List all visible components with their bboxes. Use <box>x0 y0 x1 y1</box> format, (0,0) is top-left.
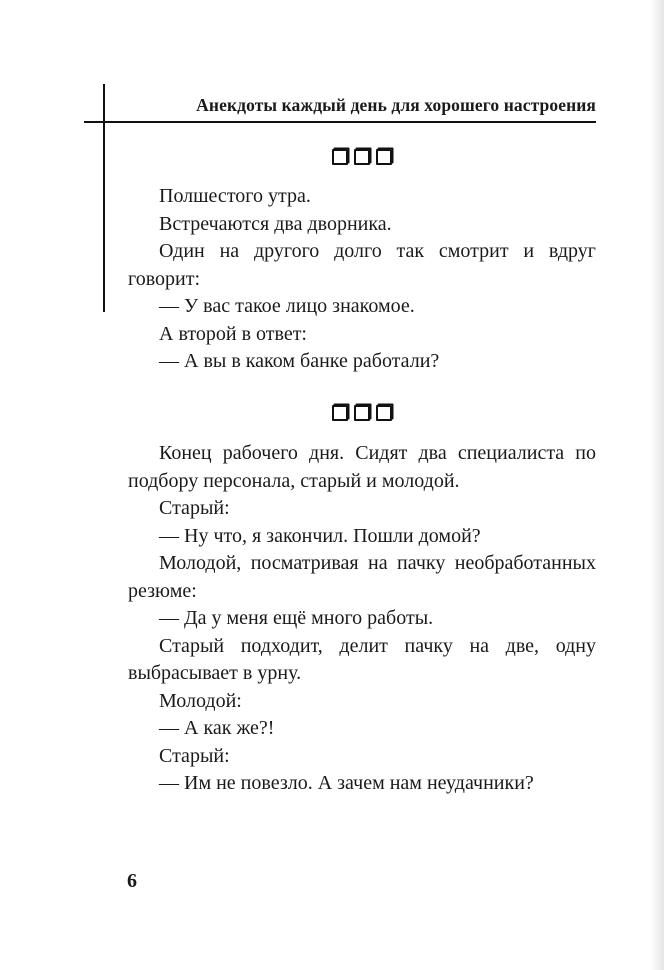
square-ornament-icon <box>376 405 392 421</box>
joke-2-line: — Им не повезло. А зачем нам неудачники? <box>159 772 534 794</box>
header-vertical-rule <box>103 84 105 312</box>
separator-ornament-2 <box>128 404 596 424</box>
joke-1 <box>128 183 596 376</box>
joke-2-line: Конец рабочего дня. Сидят два специалиста по подбору персонала, старый и молодой. <box>128 442 596 492</box>
joke-1-line: Встречаются два дворника. <box>159 212 392 235</box>
joke-1-line: А второй в ответ: <box>159 322 307 345</box>
square-ornament-icon <box>376 149 392 165</box>
joke-2-line: — А как же?! <box>159 717 275 739</box>
page-number: 6 <box>127 870 137 892</box>
joke-2-line: Старый: <box>159 744 230 767</box>
header-horizontal-rule <box>84 121 596 123</box>
square-ornament-icon <box>332 405 348 421</box>
joke-2-line: Старый: <box>159 497 230 519</box>
joke-2 <box>128 440 596 798</box>
joke-2-line: Молодой, посматривая на пачку необработанных резюме: <box>128 552 596 602</box>
running-head: Анекдоты каждый день для хорошего настроения <box>196 95 596 115</box>
joke-2-line: Старый подходит, делит пачку на две, одну выбрасывает в урну. <box>128 634 596 684</box>
separator-ornament-1 <box>128 148 596 168</box>
square-ornament-icon <box>354 149 370 165</box>
square-ornament-icon <box>354 405 370 421</box>
joke-1-line: Один на другого долго так смотрит и вдруг говорит: <box>128 240 596 290</box>
page-edge-shadow <box>650 0 664 970</box>
square-ornament-icon <box>332 149 348 165</box>
joke-2-line: — Да у меня ещё много работы. <box>159 607 434 629</box>
joke-1-line: — А вы в каком банке работали? <box>159 350 440 372</box>
joke-1-line: — У вас такое лицо знакомое. <box>159 295 415 317</box>
joke-2-line: Молодой: <box>159 689 242 712</box>
joke-2-line: — Ну что, я закончил. Пошли домой? <box>159 524 481 547</box>
joke-1-line: Полшестого утра. <box>159 185 311 207</box>
